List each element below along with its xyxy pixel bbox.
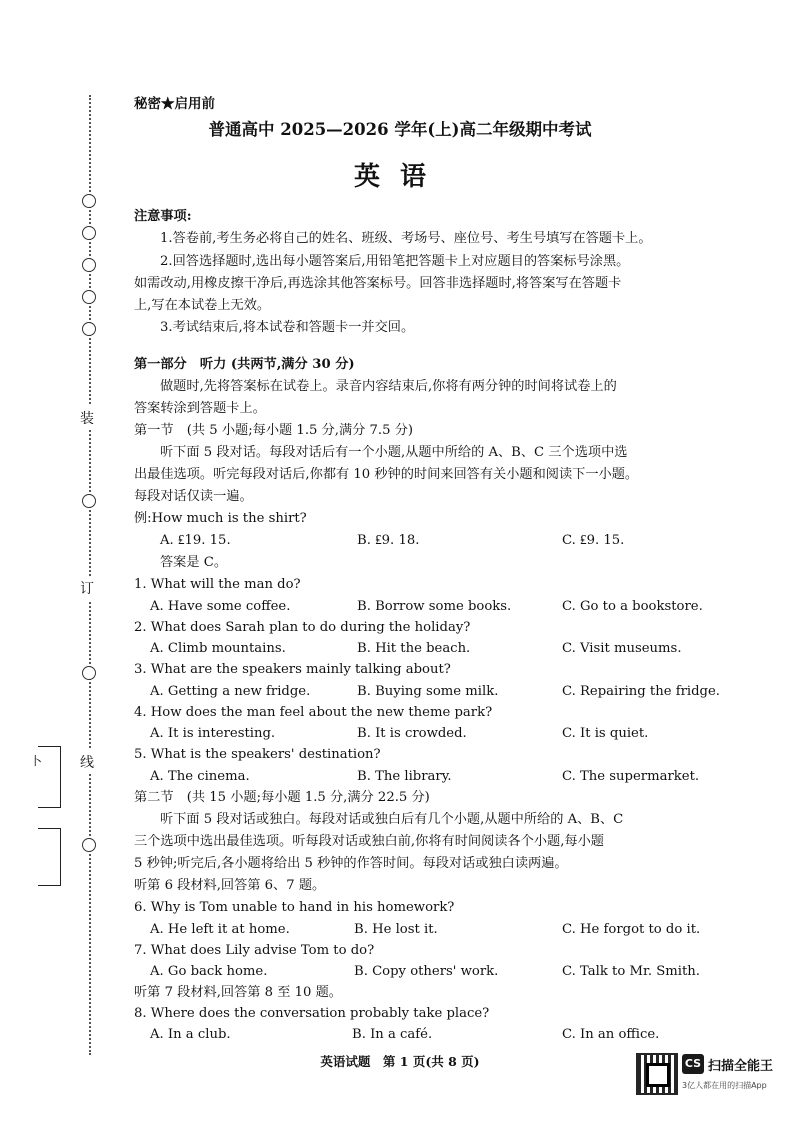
qr-code-center: [646, 1063, 670, 1087]
option-7a: A. Go back home.: [150, 964, 268, 979]
notice-heading: 注意事项:: [134, 209, 192, 224]
question-3: 3. What are the speakers mainly talking about?: [134, 662, 451, 677]
option-7b: B. Copy others' work.: [354, 964, 499, 979]
binding-hole: [82, 666, 96, 680]
option-5b: B. The library.: [357, 769, 452, 784]
option-5a: A. The cinema.: [150, 769, 250, 784]
binding-hole: [82, 226, 96, 240]
question-8: 8. Where does the conversation probably take place?: [134, 1006, 490, 1021]
notice-line: 3.考试结束后,将本试卷和答题卡一并交回。: [160, 320, 415, 335]
binding-char-xian: 线: [80, 750, 94, 774]
binding-hole: [82, 494, 96, 508]
option-4a: A. It is interesting.: [150, 726, 276, 741]
binding-char-ding: 订: [80, 576, 94, 600]
example-option-b: B. ₤9. 18.: [357, 533, 420, 548]
binding-hole: [82, 290, 96, 304]
part1-intro: 答案转涂到答题卡上。: [134, 401, 266, 416]
question-5: 5. What is the speakers' destination?: [134, 747, 381, 762]
question-1: 1. What will the man do?: [134, 577, 301, 592]
option-8b: B. In a café.: [352, 1027, 433, 1042]
seat-bracket: [38, 828, 61, 886]
option-1a: A. Have some coffee.: [150, 599, 291, 614]
binding-hole: [82, 194, 96, 208]
section1-intro: 每段对话仅读一遍。: [134, 489, 253, 504]
section2-intro: 5 秒钟;听完后,各小题将给出 5 秒钟的作答时间。每段对话或独白读两遍。: [134, 856, 568, 871]
scanner-name: 扫描全能王: [708, 1059, 774, 1074]
exam-title: 普通高中 2025—2026 学年(上)高二年级期中考试: [208, 120, 592, 139]
section2-heading: 第二节 (共 15 小题;每小题 1.5 分,满分 22.5 分): [134, 790, 430, 805]
section2-intro: 三个选项中选出最佳选项。听每段对话或独白前,你将有时间阅读各个小题,每小题: [134, 834, 604, 849]
part1-heading: 第一部分 听力 (共两节,满分 30 分): [134, 357, 355, 372]
section1-intro: 出最佳选项。听完每段对话后,你都有 10 秒钟的时间来回答有关小题和阅读下一小题。: [134, 467, 639, 482]
binding-hole: [82, 838, 96, 852]
material-7-label: 听第 7 段材料,回答第 8 至 10 题。: [134, 985, 342, 1000]
option-6c: C. He forgot to do it.: [562, 922, 701, 937]
option-4c: C. It is quiet.: [562, 726, 649, 741]
notice-line: 如需改动,用橡皮擦干净后,再选涂其他答案标号。回答非选择题时,将答案写在答题卡: [134, 276, 622, 291]
notice-line: 上,写在本试卷上无效。: [134, 298, 271, 313]
seat-mark: 卜: [30, 754, 43, 768]
section1-intro: 听下面 5 段对话。每段对话后有一个小题,从题中所给的 A、B、C 三个选项中选: [160, 445, 628, 460]
notice-line: 2.回答选择题时,选出每小题答案后,用铅笔把答题卡上对应题目的答案标号涂黑。: [160, 254, 630, 269]
option-2b: B. Hit the beach.: [357, 641, 471, 656]
option-1b: B. Borrow some books.: [357, 599, 512, 614]
question-2: 2. What does Sarah plan to do during the holiday?: [134, 620, 471, 635]
option-3c: C. Repairing the fridge.: [562, 684, 720, 699]
example-question: 例:How much is the shirt?: [134, 511, 307, 526]
option-6a: A. He left it at home.: [150, 922, 290, 937]
option-3a: A. Getting a new fridge.: [150, 684, 311, 699]
question-7: 7. What does Lily advise Tom to do?: [134, 943, 375, 958]
notice-line: 1.答卷前,考生务必将自己的姓名、班级、考场号、座位号、考生号填写在答题卡上。: [160, 231, 652, 246]
question-6: 6. Why is Tom unable to hand in his homework?: [134, 900, 455, 915]
option-8c: C. In an office.: [562, 1027, 660, 1042]
example-option-c: C. ₤9. 15.: [562, 533, 625, 548]
option-4b: B. It is crowded.: [357, 726, 467, 741]
part1-intro: 做题时,先将答案标在试卷上。录音内容结束后,你将有两分钟的时间将试卷上的: [160, 379, 617, 394]
option-2c: C. Visit museums.: [562, 641, 682, 656]
scanner-tagline: 3亿人都在用的扫描App: [682, 1081, 767, 1090]
scanner-logo-icon: CS: [682, 1054, 704, 1074]
binding-char-zhuang: 装: [80, 406, 94, 430]
section2-intro: 听下面 5 段对话或独白。每段对话或独白后有几个小题,从题中所给的 A、B、C: [160, 812, 624, 827]
option-7c: C. Talk to Mr. Smith.: [562, 964, 700, 979]
option-6b: B. He lost it.: [354, 922, 438, 937]
option-5c: C. The supermarket.: [562, 769, 700, 784]
question-4: 4. How does the man feel about the new theme park?: [134, 705, 493, 720]
section1-heading: 第一节 (共 5 小题;每小题 1.5 分,满分 7.5 分): [134, 423, 414, 438]
option-1c: C. Go to a bookstore.: [562, 599, 703, 614]
option-3b: B. Buying some milk.: [357, 684, 499, 699]
option-2a: A. Climb mountains.: [150, 641, 286, 656]
example-option-a: A. ₤19. 15.: [160, 533, 231, 548]
material-6-label: 听第 6 段材料,回答第 6、7 题。: [134, 878, 326, 893]
subject-title: 英语: [353, 162, 446, 192]
secret-label: 秘密★启用前: [134, 96, 215, 112]
option-8a: A. In a club.: [150, 1027, 231, 1042]
binding-hole: [82, 322, 96, 336]
page-footer: 英语试题 第 1 页(共 8 页): [320, 1054, 480, 1069]
binding-hole: [82, 258, 96, 272]
example-answer: 答案是 C。: [160, 555, 228, 570]
